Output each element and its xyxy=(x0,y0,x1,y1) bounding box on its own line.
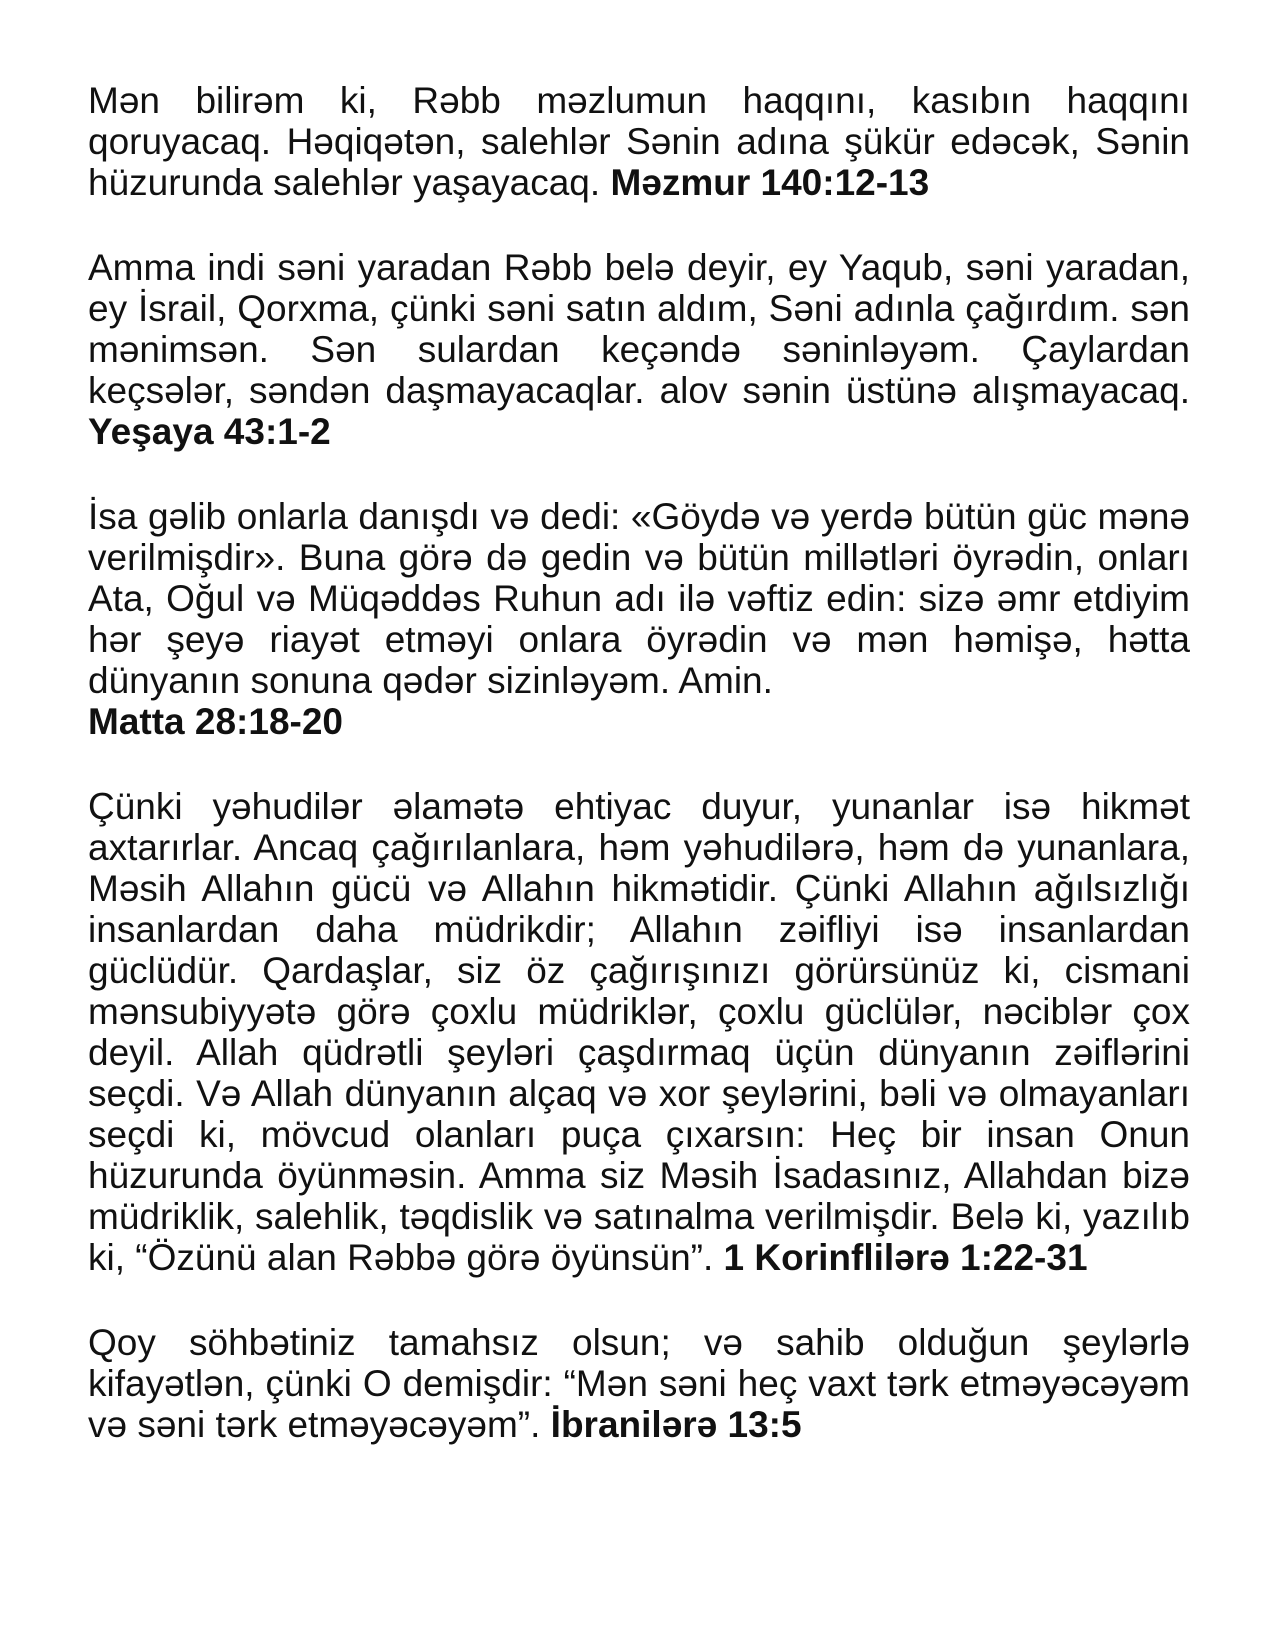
passage-matta xyxy=(88,496,1190,742)
passage-ibranilere xyxy=(88,1322,1190,1445)
passage-yesaya xyxy=(88,247,1190,452)
scripture-reference: Yeşaya 43:1-2 xyxy=(88,411,331,452)
passage-text: Amma indi səni yaradan Rəbb belə deyir, ey Yaqub, səni yaradan, ey İsrail, Qorxma, çünki səni satın aldım, Səni adınla çağırdım. sən mənimsən. Sən sulardan keçəndə səninləyəm. Çaylardan keçsələr, səndən daşmayacaqlar. alov sənin üstünə alışmayacaq. xyxy=(88,247,1190,411)
scripture-reference: Matta 28:18-20 xyxy=(88,701,344,742)
document-page xyxy=(88,80,1190,1489)
scripture-reference: Məzmur 140:12-13 xyxy=(610,162,930,203)
passage-text: Çünki yəhudilər əlamətə ehtiyac duyur, yunanlar isə hikmət axtarırlar. Ancaq çağırılanlara, həm yəhudilərə, həm də yunanlara, Məsih Allahın gücü və Allahın hikmətidir. Çünki Allahın ağılsızlığı insanlardan daha müdrikdir; Allahın zəifliyi isə insanlardan güclüdür. Qardaşlar, siz öz çağırışınızı görürsünüz ki, cismani mənsubiyyətə görə çoxlu müdriklər, çoxlu güclülər, nəciblər çox deyil. Allah qüdrətli şeyləri çaşdırmaq üçün dünyanın zəiflərini seçdi. Və Allah dünyanın alçaq və xor şeylərini, bəli və olmayanları seçdi ki, mövcud olanları puça çıxarsın: Heç bir insan Onun hüzurunda öyünməsin. Amma siz Məsih İsadasınız, Allahdan bizə müdriklik, salehlik, təqdislik və satınalma verilmişdir. Belə ki, yazılıb ki, “Özünü alan Rəbbə görə öyünsün”. xyxy=(88,786,1190,1278)
passage-text: Qoy söhbətiniz tamahsız olsun; və sahib olduğun şeylərlə kifayətlən, çünki O demişdir: “Mən səni heç vaxt tərk etməyəcəyəm və səni tərk etməyəcəyəm”. xyxy=(88,1322,1190,1445)
passage-mezmur xyxy=(88,80,1190,203)
passage-text: İsa gəlib onlarla danışdı və dedi: «Göydə və yerdə bütün güc mənə verilmişdir». Buna görə də gedin və bütün millətləri öyrədin, onları Ata, Oğul və Müqəddəs Ruhun adı ilə vəftiz edin: sizə əmr etdiyim hər şeyə riayət etməyi onlara öyrədin və mən həmişə, hətta dünyanın sonuna qədər sizinləyəm. Amin. xyxy=(88,496,1190,701)
passage-text: Mən bilirəm ki, Rəbb məzlumun haqqını, kasıbın haqqını qoruyacaq. Həqiqətən, salehlər Sənin adına şükür edəcək, Sənin hüzurunda salehlər yaşayacaq. xyxy=(88,80,1190,203)
scripture-reference: İbranilərə 13:5 xyxy=(550,1404,802,1445)
scripture-reference: 1 Korinflilərə 1:22-31 xyxy=(723,1237,1088,1278)
passage-korinflilere xyxy=(88,786,1190,1278)
